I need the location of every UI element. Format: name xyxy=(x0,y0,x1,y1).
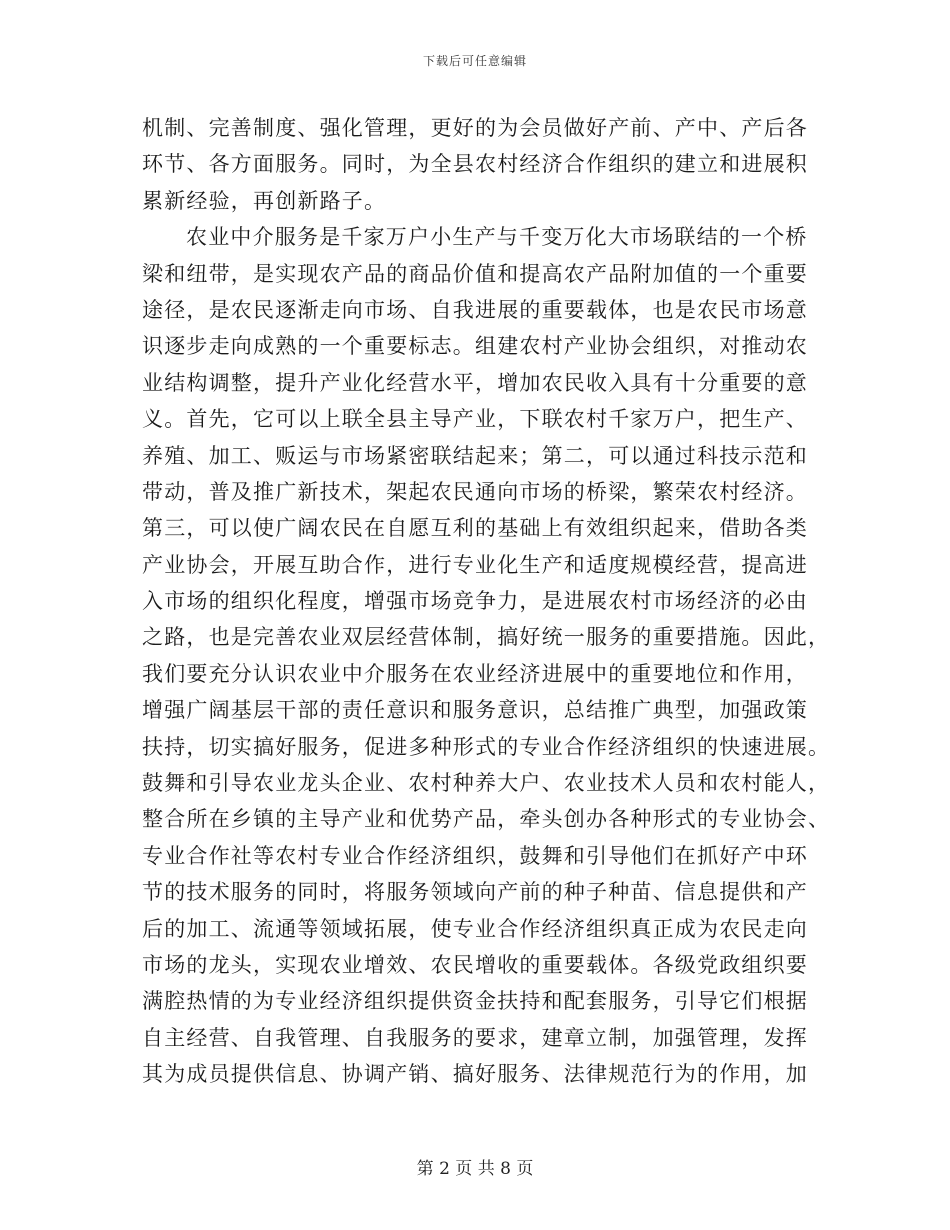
text-line: 环节、各方面服务。同时，为全县农村经济合作组织的建立和进展积 xyxy=(142,152,808,177)
text-line: 整合所在乡镇的主导产业和优势产品，牵头创办各种形式的专业协会、 xyxy=(142,807,831,832)
text-line: 之路，也是完善农业双层经营体制，搞好统一服务的重要措施。因此， xyxy=(142,625,831,650)
text-line: 第三，可以使广阔农民在自愿互利的基础上有效组织起来，借助各类 xyxy=(142,516,808,541)
text-line: 累新经验，再创新路子。 xyxy=(142,188,387,213)
text-line: 鼓舞和引导农业龙头企业、农村种养大户、农业技术人员和农村能人， xyxy=(142,771,831,796)
text-line: 业结构调整，提升产业化经营水平，增加农民收入具有十分重要的意 xyxy=(142,370,808,395)
page-header: 下载后可任意编辑 xyxy=(422,54,527,68)
text-line: 带动，普及推广新技术，架起农民通向市场的桥梁，繁荣农村经济。 xyxy=(142,479,808,504)
text-line: 其为成员提供信息、协调产销、搞好服务、法律规范行为的作用，加 xyxy=(142,1062,808,1087)
text-line: 满腔热情的为专业经济组织提供资金扶持和配套服务，引导它们根据 xyxy=(142,989,808,1014)
text-line: 养殖、加工、贩运与市场紧密联结起来；第二，可以通过科技示范和 xyxy=(142,443,808,468)
body-text xyxy=(142,110,831,1093)
text-line: 自主经营、自我管理、自我服务的要求，建章立制，加强管理，发挥 xyxy=(142,1025,808,1050)
text-line: 机制、完善制度、强化管理，更好的为会员做好产前、产中、产后各 xyxy=(142,116,808,140)
text-line: 增强广阔基层干部的责任意识和服务意识，总结推广典型，加强政策 xyxy=(142,698,808,723)
text-line: 入市场的组织化程度，增强市场竞争力，是进展农村市场经济的必由 xyxy=(142,589,808,614)
page-number: 第 2 页 共 8 页 xyxy=(416,1159,534,1179)
text-line: 专业合作社等农村专业合作经济组织，鼓舞和引导他们在抓好产中环 xyxy=(142,843,808,868)
text-line: 市场的龙头，实现农业增效、农民增收的重要载体。各级党政组织要 xyxy=(142,952,808,977)
text-line: 梁和纽带，是实现农产品的商品价值和提高农产品附加值的一个重要 xyxy=(142,261,808,286)
text-line: 扶持，切实搞好服务，促进多种形式的专业合作经济组织的快速进展。 xyxy=(142,734,831,759)
text-line: 产业协会，开展互助合作，进行专业化生产和适度规模经营，提高进 xyxy=(142,552,808,577)
text-line: 途径，是农民逐渐走向市场、自我进展的重要载体，也是农民市场意 xyxy=(142,297,808,322)
paragraph-first-line: 农业中介服务是千家万户小生产与千变万化大市场联结的一个桥 xyxy=(186,225,808,250)
text-line: 节的技术服务的同时，将服务领域向产前的种子种苗、信息提供和产 xyxy=(142,880,808,905)
text-line: 后的加工、流通等领域拓展，使专业合作经济组织真正成为农民走向 xyxy=(142,916,808,941)
text-line: 义。首先，它可以上联全县主导产业，下联农村千家万户，把生产、 xyxy=(142,407,808,432)
text-line: 我们要充分认识农业中介服务在农业经济进展中的重要地位和作用， xyxy=(142,661,808,686)
text-line: 识逐步走向成熟的一个重要标志。组建农村产业协会组织，对推动农 xyxy=(142,334,808,359)
